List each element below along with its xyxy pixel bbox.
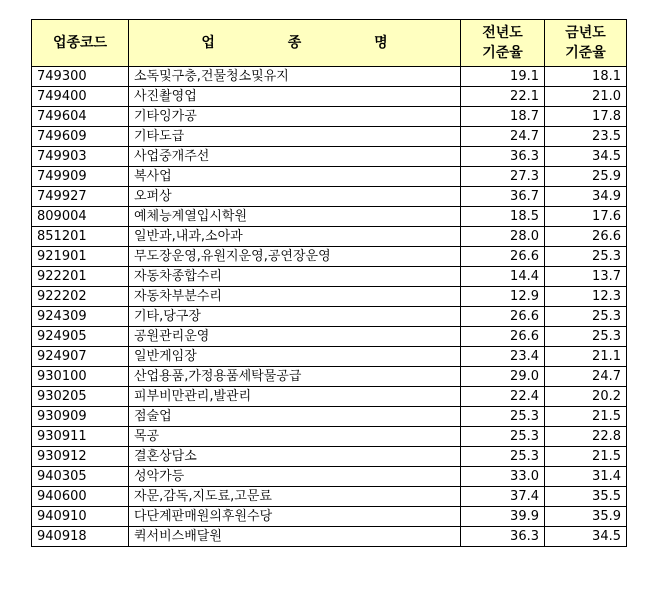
table-row bbox=[32, 247, 627, 267]
table-row bbox=[32, 327, 627, 347]
row-name: 무도장운영,유원지운영,공연장운영 bbox=[129, 247, 461, 267]
row-curr-rate: 25.3 bbox=[545, 307, 627, 327]
header-code: 업종코드 bbox=[32, 20, 129, 67]
row-code: 930911 bbox=[32, 427, 129, 447]
row-name: 복사업 bbox=[129, 167, 461, 187]
row-code: 930912 bbox=[32, 447, 129, 467]
row-name: 공원관리운영 bbox=[129, 327, 461, 347]
row-name: 결혼상담소 bbox=[129, 447, 461, 467]
row-prev-rate: 12.9 bbox=[461, 287, 545, 307]
row-code: 930100 bbox=[32, 367, 129, 387]
row-code: 749903 bbox=[32, 147, 129, 167]
row-prev-rate: 25.3 bbox=[461, 407, 545, 427]
row-curr-rate: 21.0 bbox=[545, 87, 627, 107]
table-row bbox=[32, 167, 627, 187]
row-prev-rate: 18.5 bbox=[461, 207, 545, 227]
row-prev-rate: 26.6 bbox=[461, 307, 545, 327]
row-code: 921901 bbox=[32, 247, 129, 267]
row-name: 다단계판매원의후원수당 bbox=[129, 507, 461, 527]
row-curr-rate: 22.8 bbox=[545, 427, 627, 447]
row-code: 922201 bbox=[32, 267, 129, 287]
header-prev-line1: 전년도 bbox=[482, 25, 523, 41]
row-prev-rate: 24.7 bbox=[461, 127, 545, 147]
row-code: 749909 bbox=[32, 167, 129, 187]
row-prev-rate: 36.3 bbox=[461, 147, 545, 167]
header-name: 업 종 명 bbox=[129, 20, 461, 67]
row-name: 피부비만관리,발관리 bbox=[129, 387, 461, 407]
row-code: 940918 bbox=[32, 527, 129, 547]
table-row bbox=[32, 267, 627, 287]
row-curr-rate: 21.5 bbox=[545, 407, 627, 427]
row-name: 소독및구충,건물청소및유지 bbox=[129, 67, 461, 87]
row-curr-rate: 31.4 bbox=[545, 467, 627, 487]
header-prev-rate bbox=[461, 20, 545, 67]
row-curr-rate: 21.1 bbox=[545, 347, 627, 367]
row-curr-rate: 13.7 bbox=[545, 267, 627, 287]
row-name: 사업중개주선 bbox=[129, 147, 461, 167]
table-row bbox=[32, 227, 627, 247]
row-name: 자동차부분수리 bbox=[129, 287, 461, 307]
row-prev-rate: 25.3 bbox=[461, 427, 545, 447]
row-prev-rate: 22.4 bbox=[461, 387, 545, 407]
header-curr-rate bbox=[545, 20, 627, 67]
row-code: 924309 bbox=[32, 307, 129, 327]
row-curr-rate: 18.1 bbox=[545, 67, 627, 87]
table-row bbox=[32, 407, 627, 427]
header-prev-line2: 기준율 bbox=[482, 45, 523, 61]
row-curr-rate: 21.5 bbox=[545, 447, 627, 467]
table-header bbox=[32, 20, 627, 67]
row-curr-rate: 35.9 bbox=[545, 507, 627, 527]
row-code: 940910 bbox=[32, 507, 129, 527]
row-code: 749927 bbox=[32, 187, 129, 207]
table-row bbox=[32, 527, 627, 547]
row-curr-rate: 20.2 bbox=[545, 387, 627, 407]
row-prev-rate: 27.3 bbox=[461, 167, 545, 187]
row-name: 자동차종합수리 bbox=[129, 267, 461, 287]
row-code: 940600 bbox=[32, 487, 129, 507]
table-row bbox=[32, 347, 627, 367]
row-name: 일반게임장 bbox=[129, 347, 461, 367]
row-curr-rate: 12.3 bbox=[545, 287, 627, 307]
table-row bbox=[32, 127, 627, 147]
table-row bbox=[32, 447, 627, 467]
row-name: 사진촬영업 bbox=[129, 87, 461, 107]
row-curr-rate: 25.3 bbox=[545, 327, 627, 347]
table-row bbox=[32, 487, 627, 507]
row-prev-rate: 29.0 bbox=[461, 367, 545, 387]
row-prev-rate: 39.9 bbox=[461, 507, 545, 527]
row-curr-rate: 23.5 bbox=[545, 127, 627, 147]
table-body bbox=[32, 67, 627, 547]
row-code: 749400 bbox=[32, 87, 129, 107]
row-curr-rate: 17.6 bbox=[545, 207, 627, 227]
table-row bbox=[32, 507, 627, 527]
business-rate-table bbox=[31, 19, 627, 547]
row-name: 일반과,내과,소아과 bbox=[129, 227, 461, 247]
table-row bbox=[32, 307, 627, 327]
row-prev-rate: 19.1 bbox=[461, 67, 545, 87]
row-prev-rate: 22.1 bbox=[461, 87, 545, 107]
table-row bbox=[32, 427, 627, 447]
row-prev-rate: 26.6 bbox=[461, 247, 545, 267]
row-code: 809004 bbox=[32, 207, 129, 227]
row-name: 점술업 bbox=[129, 407, 461, 427]
row-prev-rate: 36.7 bbox=[461, 187, 545, 207]
table-row bbox=[32, 467, 627, 487]
row-curr-rate: 34.5 bbox=[545, 527, 627, 547]
row-prev-rate: 14.4 bbox=[461, 267, 545, 287]
row-curr-rate: 34.9 bbox=[545, 187, 627, 207]
row-code: 924905 bbox=[32, 327, 129, 347]
row-code: 930205 bbox=[32, 387, 129, 407]
table-row bbox=[32, 87, 627, 107]
row-code: 924907 bbox=[32, 347, 129, 367]
row-curr-rate: 25.9 bbox=[545, 167, 627, 187]
row-code: 940305 bbox=[32, 467, 129, 487]
row-name: 자문,감독,지도료,고문료 bbox=[129, 487, 461, 507]
table-row bbox=[32, 147, 627, 167]
table-row bbox=[32, 367, 627, 387]
row-code: 749609 bbox=[32, 127, 129, 147]
row-name: 목공 bbox=[129, 427, 461, 447]
table-row bbox=[32, 387, 627, 407]
row-name: 오퍼상 bbox=[129, 187, 461, 207]
row-code: 749300 bbox=[32, 67, 129, 87]
row-name: 기타,당구장 bbox=[129, 307, 461, 327]
row-prev-rate: 18.7 bbox=[461, 107, 545, 127]
row-name: 예체능계열입시학원 bbox=[129, 207, 461, 227]
row-prev-rate: 28.0 bbox=[461, 227, 545, 247]
table-row bbox=[32, 67, 627, 87]
row-prev-rate: 25.3 bbox=[461, 447, 545, 467]
table-row bbox=[32, 287, 627, 307]
row-prev-rate: 23.4 bbox=[461, 347, 545, 367]
row-name: 기타도급 bbox=[129, 127, 461, 147]
row-prev-rate: 37.4 bbox=[461, 487, 545, 507]
row-code: 851201 bbox=[32, 227, 129, 247]
row-curr-rate: 26.6 bbox=[545, 227, 627, 247]
row-curr-rate: 25.3 bbox=[545, 247, 627, 267]
row-prev-rate: 26.6 bbox=[461, 327, 545, 347]
header-curr-line2: 기준율 bbox=[565, 45, 606, 61]
row-name: 성악가등 bbox=[129, 467, 461, 487]
table-row bbox=[32, 107, 627, 127]
header-curr-line1: 금년도 bbox=[565, 25, 606, 41]
row-code: 922202 bbox=[32, 287, 129, 307]
row-curr-rate: 35.5 bbox=[545, 487, 627, 507]
row-name: 퀵서비스배달원 bbox=[129, 527, 461, 547]
row-prev-rate: 36.3 bbox=[461, 527, 545, 547]
row-curr-rate: 17.8 bbox=[545, 107, 627, 127]
row-code: 749604 bbox=[32, 107, 129, 127]
row-code: 930909 bbox=[32, 407, 129, 427]
table-row bbox=[32, 207, 627, 227]
row-prev-rate: 33.0 bbox=[461, 467, 545, 487]
table-row bbox=[32, 187, 627, 207]
row-curr-rate: 24.7 bbox=[545, 367, 627, 387]
row-name: 산업용품,가정용품세탁물공급 bbox=[129, 367, 461, 387]
row-curr-rate: 34.5 bbox=[545, 147, 627, 167]
header-row bbox=[32, 20, 627, 67]
row-name: 기타잉가공 bbox=[129, 107, 461, 127]
